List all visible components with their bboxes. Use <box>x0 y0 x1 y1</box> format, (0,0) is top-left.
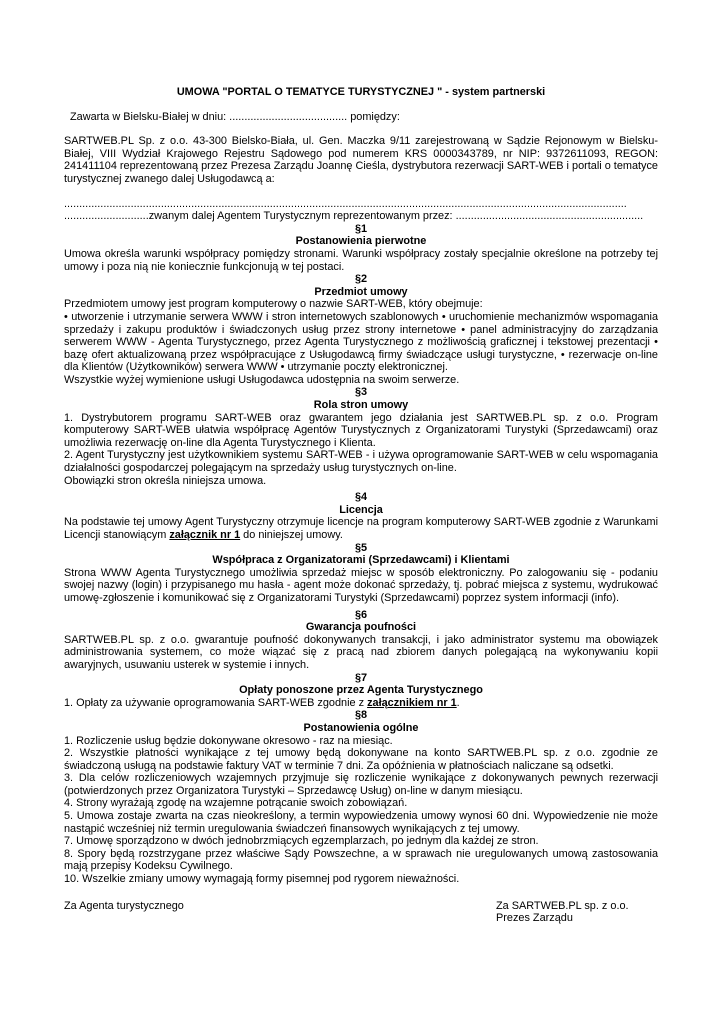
section-8-item: 8. Spory będą rozstrzygane przez właściwe Sądy Powszechne, a w sprawach nie uregulowanych umową zastosowania mają przepisy Kodeksu Cywilnego. <box>64 847 658 873</box>
agent-signature-label: Za Agenta turystycznego <box>64 899 184 912</box>
section-4-text-after: do niniejszej umowy. <box>240 529 343 541</box>
section-8-item: 2. Wszystkie płatności wynikające z tej umowy będą dokonywane na konto SARTWEB.PL sp. z o.o. zgodnie ze świadczoną usługą na podstawie faktury VAT w terminie 7 dni. Za opóźnienia w płatnościach naliczane są odsetki. <box>64 747 658 772</box>
section-3-paragraph-3: Obowiązki stron określa niniejsza umowa. <box>64 474 267 487</box>
section-1-heading: Postanowienia pierwotne <box>295 235 427 248</box>
section-8-heading: Postanowienia ogólne <box>303 721 419 734</box>
section-5-heading: Współpraca z Organizatorami (Sprzedawcami) i Klientami <box>212 554 510 567</box>
section-8-item: 7. Umowę sporządzono w dwóch jednobrzmiących egzemplarzach, po jednym dla każdej ze stron. <box>64 835 539 848</box>
section-8-item: 5. Umowa zostaje zwarta na czas nieokreślony, a termin wypowiedzenia umowy wynosi 60 dni. Wypowiedzenie nie może nastąpić wcześniej niż termin uregulowania świadczeń finansowych wynikających z tej umowy. <box>64 810 658 835</box>
section-4-text <box>64 516 658 541</box>
section-7-text <box>64 697 658 710</box>
section-2-outro: Wszystkie wyżej wymienione usługi Usługodawca udostępnia na swoim serwerze. <box>64 373 460 386</box>
section-4-heading: Licencja <box>339 503 383 516</box>
section-8-item: 10. Wszelkie zmiany umowy wymagają formy pisemnej pod rygorem nieważności. <box>64 873 460 886</box>
section-8-number: §8 <box>354 709 368 722</box>
section-8-item: 1. Rozliczenie usług będzie dokonywane okresowo - raz na miesiąc. <box>64 734 393 747</box>
section-5-text: Strona WWW Agenta Turystycznego umożliwia sprzedaż miejsc w sposób elektroniczny. Po zalogowaniu się - podaniu swojej nazwy (login) i przypisanego mu hasła - agent może dokonać sprzedaży, tj. pobrać miejsca z systemu, wydrukować umowę-zgłoszenie i komunikować się z Organizatorami Turystyki (Sprzedawcami) poprzez system informacji (info). <box>64 566 658 604</box>
attachment-1-link-fees[interactable]: załącznikiem nr 1 <box>367 696 457 709</box>
provider-description: SARTWEB.PL Sp. z o.o. 43-300 Bielsko-Biała, ul. Gen. Maczka 9/11 zarejestrowaną w Sądzie Rejonowym w Bielsku-Białej, VIII Wydział Krajowego Rejestru Sądowego pod numerem KRS 0000343789, nr NIP: 9372611093, REGON: 241411104 reprezentowaną przez Prezesa Zarządu Joannę Cieśla, dystrybutora rezerwacji SART-WEB i portali o tematyce turystycznej zwanego dalej Usługodawcą a: <box>64 135 658 185</box>
provider-signature-role: Prezes Zarządu <box>496 912 573 925</box>
section-7-number: §7 <box>354 671 368 684</box>
section-3-heading: Rola stron umowy <box>313 399 409 412</box>
section-1-text: Umowa określa warunki współpracy pomiędzy stronami. Warunki współpracy zostały specjalnie określone na potrzeby tej umowy i poza nią nie koniecznie funkcjonują w tej postaci. <box>64 247 658 273</box>
section-3-paragraph-1: 1. Dystrybutorem programu SART-WEB oraz gwarantem jego działania jest SARTWEB.PL sp. z o.o. Program komputerowy SART-WEB ułatwia współpracę Agentów Turystycznych z Organizatorami Turystyki (Sprzedawcami) oraz umożliwia rezerwację on-line dla Agenta Turystycznego i Klienta. <box>64 411 658 449</box>
contract-document <box>64 86 658 930</box>
section-7-heading: Opłaty ponoszone przez Agenta Turystycznego <box>239 684 483 697</box>
signature-block <box>64 900 658 930</box>
section-2-heading: Przedmiot umowy <box>314 285 408 298</box>
attachment-1-link[interactable]: załącznik nr 1 <box>169 529 241 541</box>
document-title: UMOWA "PORTAL O TEMATYCE TURYSTYCZNEJ " - system partnerski <box>176 86 546 98</box>
section-4-text-before: Na podstawie tej umowy Agent Turystyczny otrzymuje licencje na program komputerowy SART-WEB zgodnie z Warunkami Licencji stanowiącym <box>64 516 658 541</box>
section-3-paragraph-2: 2. Agent Turystyczny jest użytkownikiem systemu SART-WEB - i używa oprogramowanie SART-WEB w celu wspomagania działalności gospodarczej polegającym na sprzedaży usług turystycznych on-line. <box>64 449 658 475</box>
section-7-text-before: 1. Opłaty za używanie oprogramowania SART-WEB zgodnie z <box>64 696 368 709</box>
section-8-item: 3. Dla celów rozliczeniowych wzajemnych przyjmuje się rozliczenie wynikające z dokonywanych pewnych rezerwacji (potwierdzonych przez Organizatora Turystyki – Sprzedawcę Usług) on-line w danym miesiącu. <box>64 772 658 797</box>
section-6-heading: Gwarancja poufności <box>305 621 417 634</box>
provider-signature-label <box>496 900 629 925</box>
section-2-number: §2 <box>354 273 368 286</box>
agent-representative-line: ............................zwanym dalej Agentem Turystycznym reprezentowanym przez: .............................................................. <box>64 210 644 223</box>
section-7-text-after: . <box>456 696 460 709</box>
section-6-text: SARTWEB.PL sp. z o.o. gwarantuje poufność dokonywanych transakcji, i jako administrator systemu ma obowiązek administrowania systemem, co może wiązać się z pracą nad zbiorem danych polegającą na wykonywaniu kopii awaryjnych, usuwaniu usterek w systemie i innych. <box>64 633 658 671</box>
section-4-number: §4 <box>354 491 368 504</box>
section-2-text: • utworzenie i utrzymanie serwera WWW i stron internetowych szablonowych • uruchomienie mechanizmów wspomagania sprzedaży i zakupu produktów i świadczonych usług przez strony internetowe • panel administracyjny do zarządzania serwerem WWW - Agenta Turystycznego, przez Agenta Turystycznego z możliwością graficznej i tekstowej prezentacji • bazę ofert aktualizowaną przez współpracujące z Usługodawcą firmy świadczące usługi turystyczne, • rezerwacje on-line dla Klientów (Użytkowników) serwera WWW • utrzymanie poczty elektronicznej. <box>64 310 658 374</box>
agent-blank-line: .......................................................................................................................................................................................... <box>64 197 627 210</box>
section-2-intro: Przedmiotem umowy jest program komputerowy o nazwie SART-WEB, który obejmuje: <box>64 298 483 311</box>
section-1-number: §1 <box>354 222 368 235</box>
section-5-number: §5 <box>354 541 368 554</box>
signing-place-date: Zawarta w Bielsku-Białej w dniu: ....................................... pomiędzy: <box>70 110 400 123</box>
section-8-item: 4. Strony wyrażają zgodę na wzajemne potrącanie swoich zobowiązań. <box>64 797 408 810</box>
section-6-number: §6 <box>354 608 368 621</box>
provider-signature-company: Za SARTWEB.PL sp. z o.o. <box>496 899 629 912</box>
section-3-number: §3 <box>354 386 368 399</box>
